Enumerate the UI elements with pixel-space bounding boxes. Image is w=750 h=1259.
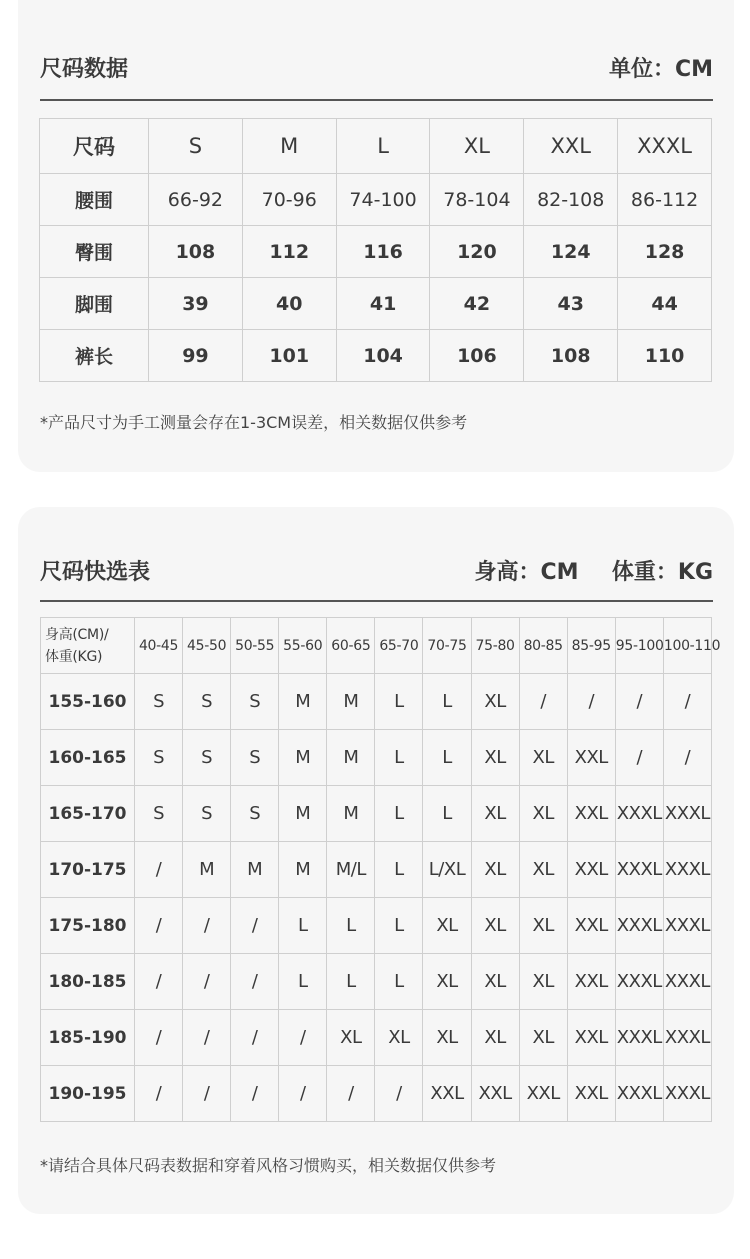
size-cell: L bbox=[327, 954, 375, 1010]
size-cell: M bbox=[183, 842, 231, 898]
size-header-cell: XXXL bbox=[618, 119, 712, 174]
size-cell: XL bbox=[423, 1010, 471, 1066]
row-label: 裤长 bbox=[40, 330, 149, 382]
quick-select-units bbox=[475, 555, 714, 586]
table-cell: 112 bbox=[242, 226, 336, 278]
table-cell: 42 bbox=[430, 278, 524, 330]
size-cell: / bbox=[279, 1066, 327, 1122]
weight-unit: 体重：KG bbox=[611, 560, 713, 585]
size-header-cell: S bbox=[149, 119, 243, 174]
size-cell: M bbox=[327, 730, 375, 786]
height-label: 185-190 bbox=[41, 1010, 135, 1066]
quick-select-table bbox=[40, 617, 721, 1122]
weight-header-cell: 55-60 bbox=[279, 618, 327, 674]
size-cell: / bbox=[183, 1066, 231, 1122]
weight-header-cell: 60-65 bbox=[327, 618, 375, 674]
size-cell: XL bbox=[471, 898, 519, 954]
size-cell: XXL bbox=[567, 842, 615, 898]
row-label: 腰围 bbox=[40, 174, 149, 226]
height-label: 175-180 bbox=[41, 898, 135, 954]
size-cell: XL bbox=[471, 674, 519, 730]
size-cell: XXXL bbox=[615, 1010, 663, 1066]
size-cell: M bbox=[279, 842, 327, 898]
size-cell: XXL bbox=[567, 898, 615, 954]
size-cell: L bbox=[423, 730, 471, 786]
table-cell: 41 bbox=[336, 278, 430, 330]
size-cell: XXL bbox=[567, 1066, 615, 1122]
size-cell: L bbox=[375, 786, 423, 842]
size-cell: L bbox=[423, 674, 471, 730]
size-cell: S bbox=[231, 786, 279, 842]
table-cell: 70-96 bbox=[242, 174, 336, 226]
size-cell: L bbox=[423, 786, 471, 842]
size-cell: XXL bbox=[567, 786, 615, 842]
size-cell: L bbox=[375, 674, 423, 730]
table-row bbox=[40, 226, 712, 278]
table-row bbox=[41, 842, 712, 898]
size-cell: M/L bbox=[327, 842, 375, 898]
size-cell: XXXL bbox=[615, 1066, 663, 1122]
size-cell: XL bbox=[423, 898, 471, 954]
size-cell: XL bbox=[471, 954, 519, 1010]
size-cell: XXXL bbox=[663, 842, 711, 898]
table-cell: 110 bbox=[618, 330, 712, 382]
height-label: 180-185 bbox=[41, 954, 135, 1010]
table-row bbox=[41, 954, 712, 1010]
table-cell: 124 bbox=[524, 226, 618, 278]
size-cell: / bbox=[231, 954, 279, 1010]
table-cell: 86-112 bbox=[618, 174, 712, 226]
height-label: 190-195 bbox=[41, 1066, 135, 1122]
height-label: 155-160 bbox=[41, 674, 135, 730]
table-cell: 108 bbox=[524, 330, 618, 382]
size-cell: XXL bbox=[567, 1010, 615, 1066]
table-cell: 128 bbox=[618, 226, 712, 278]
size-cell: / bbox=[231, 898, 279, 954]
table-row bbox=[41, 1066, 712, 1122]
size-cell: XL bbox=[423, 954, 471, 1010]
table-cell: 78-104 bbox=[430, 174, 524, 226]
size-cell: / bbox=[567, 674, 615, 730]
corner-label bbox=[41, 618, 135, 674]
size-data-unit: 单位：CM bbox=[608, 57, 713, 82]
size-header-cell: XL bbox=[430, 119, 524, 174]
size-data-card bbox=[18, 0, 734, 472]
size-cell: S bbox=[135, 730, 183, 786]
height-label: 165-170 bbox=[41, 786, 135, 842]
size-cell: XXXL bbox=[663, 954, 711, 1010]
table-cell: 40 bbox=[242, 278, 336, 330]
size-cell: L bbox=[327, 898, 375, 954]
weight-header-cell: 70-75 bbox=[423, 618, 471, 674]
size-cell: XL bbox=[519, 730, 567, 786]
size-cell: L/XL bbox=[423, 842, 471, 898]
size-cell: XL bbox=[471, 1010, 519, 1066]
size-cell: XL bbox=[519, 842, 567, 898]
quick-select-card bbox=[18, 507, 734, 1214]
size-cell: / bbox=[183, 954, 231, 1010]
size-cell: M bbox=[279, 674, 327, 730]
table-cell: 82-108 bbox=[524, 174, 618, 226]
height-label: 160-165 bbox=[41, 730, 135, 786]
size-cell: XXXL bbox=[615, 954, 663, 1010]
table-cell: 99 bbox=[149, 330, 243, 382]
table-cell: 44 bbox=[618, 278, 712, 330]
size-cell: XL bbox=[519, 954, 567, 1010]
size-cell: / bbox=[135, 1066, 183, 1122]
height-label: 170-175 bbox=[41, 842, 135, 898]
table-row bbox=[40, 174, 712, 226]
size-cell: / bbox=[615, 674, 663, 730]
size-cell: XL bbox=[519, 786, 567, 842]
size-cell: XXXL bbox=[615, 842, 663, 898]
size-cell: S bbox=[135, 674, 183, 730]
table-row bbox=[40, 330, 712, 382]
weight-header-cell: 75-80 bbox=[471, 618, 519, 674]
size-cell: S bbox=[231, 730, 279, 786]
size-cell: L bbox=[279, 898, 327, 954]
size-header-cell: L bbox=[336, 119, 430, 174]
weight-header-cell: 45-50 bbox=[183, 618, 231, 674]
size-data-note: *产品尺寸为手工测量会存在1-3CM误差，相关数据仅供参考 bbox=[40, 413, 468, 432]
table-cell: 116 bbox=[336, 226, 430, 278]
header-divider bbox=[40, 99, 713, 101]
size-cell: XXXL bbox=[615, 786, 663, 842]
size-cell: XXL bbox=[567, 954, 615, 1010]
table-cell: 66-92 bbox=[149, 174, 243, 226]
table-row bbox=[41, 898, 712, 954]
size-cell: L bbox=[375, 730, 423, 786]
size-cell: XL bbox=[471, 786, 519, 842]
size-data-title: 尺码数据 bbox=[40, 57, 129, 82]
size-cell: / bbox=[135, 842, 183, 898]
size-cell: XXL bbox=[471, 1066, 519, 1122]
size-cell: XXXL bbox=[663, 898, 711, 954]
weight-header-cell: 65-70 bbox=[375, 618, 423, 674]
size-data-header bbox=[40, 52, 713, 83]
table-cell: 74-100 bbox=[336, 174, 430, 226]
size-cell: / bbox=[663, 674, 711, 730]
quick-select-note: *请结合具体尺码表数据和穿着风格习惯购买，相关数据仅供参考 bbox=[40, 1156, 497, 1175]
height-unit: 身高：CM bbox=[474, 560, 579, 585]
size-cell: M bbox=[327, 674, 375, 730]
quick-select-title: 尺码快选表 bbox=[40, 560, 151, 585]
size-cell: / bbox=[231, 1010, 279, 1066]
size-cell: XXL bbox=[519, 1066, 567, 1122]
size-cell: XL bbox=[471, 730, 519, 786]
weight-header-cell: 40-45 bbox=[135, 618, 183, 674]
size-header-label: 尺码 bbox=[40, 119, 149, 174]
size-cell: L bbox=[375, 842, 423, 898]
table-row bbox=[41, 1010, 712, 1066]
table-cell: 120 bbox=[430, 226, 524, 278]
table-row bbox=[41, 730, 712, 786]
size-cell: / bbox=[375, 1066, 423, 1122]
row-label: 脚围 bbox=[40, 278, 149, 330]
size-cell: / bbox=[327, 1066, 375, 1122]
size-cell: XXXL bbox=[663, 1010, 711, 1066]
size-cell: S bbox=[183, 786, 231, 842]
corner-height-label: 身高(CM)/ bbox=[45, 626, 109, 643]
weight-header-row bbox=[41, 618, 712, 674]
size-cell: XXXL bbox=[663, 1066, 711, 1122]
weight-header-cell: 85-95 bbox=[567, 618, 615, 674]
weight-header-cell: 95-100 bbox=[615, 618, 663, 674]
table-cell: 39 bbox=[149, 278, 243, 330]
row-label: 臀围 bbox=[40, 226, 149, 278]
size-cell: S bbox=[183, 730, 231, 786]
size-cell: XXL bbox=[423, 1066, 471, 1122]
table-row bbox=[40, 278, 712, 330]
size-cell: M bbox=[327, 786, 375, 842]
size-cell: / bbox=[135, 1010, 183, 1066]
size-cell: XXL bbox=[567, 730, 615, 786]
table-cell: 108 bbox=[149, 226, 243, 278]
size-cell: XXXL bbox=[615, 898, 663, 954]
size-cell: M bbox=[279, 786, 327, 842]
size-header-row bbox=[40, 119, 712, 174]
size-header-cell: XXL bbox=[524, 119, 618, 174]
size-cell: M bbox=[231, 842, 279, 898]
size-cell: / bbox=[663, 730, 711, 786]
size-cell: / bbox=[231, 1066, 279, 1122]
size-cell: / bbox=[135, 954, 183, 1010]
size-cell: / bbox=[183, 1010, 231, 1066]
size-cell: / bbox=[615, 730, 663, 786]
table-cell: 101 bbox=[242, 330, 336, 382]
table-cell: 106 bbox=[430, 330, 524, 382]
size-cell: / bbox=[519, 674, 567, 730]
size-cell: L bbox=[375, 954, 423, 1010]
size-cell: / bbox=[183, 898, 231, 954]
corner-weight-label: 体重(KG) bbox=[45, 648, 103, 665]
size-cell: S bbox=[231, 674, 279, 730]
size-data-table bbox=[39, 118, 712, 382]
size-cell: M bbox=[279, 730, 327, 786]
size-cell: XL bbox=[327, 1010, 375, 1066]
table-row bbox=[41, 786, 712, 842]
table-row bbox=[41, 674, 712, 730]
size-cell: L bbox=[279, 954, 327, 1010]
size-header-cell: M bbox=[242, 119, 336, 174]
size-cell: / bbox=[135, 898, 183, 954]
table-cell: 43 bbox=[524, 278, 618, 330]
table-cell: 104 bbox=[336, 330, 430, 382]
size-cell: XXXL bbox=[663, 786, 711, 842]
size-cell: S bbox=[135, 786, 183, 842]
header-divider bbox=[40, 600, 713, 602]
quick-select-header bbox=[40, 555, 713, 586]
size-cell: S bbox=[183, 674, 231, 730]
size-cell: XL bbox=[519, 1010, 567, 1066]
weight-header-cell: 100-110 bbox=[663, 618, 711, 674]
weight-header-cell: 80-85 bbox=[519, 618, 567, 674]
weight-header-cell: 50-55 bbox=[231, 618, 279, 674]
size-cell: XL bbox=[519, 898, 567, 954]
size-cell: L bbox=[375, 898, 423, 954]
size-cell: XL bbox=[471, 842, 519, 898]
size-cell: / bbox=[279, 1010, 327, 1066]
size-cell: XL bbox=[375, 1010, 423, 1066]
